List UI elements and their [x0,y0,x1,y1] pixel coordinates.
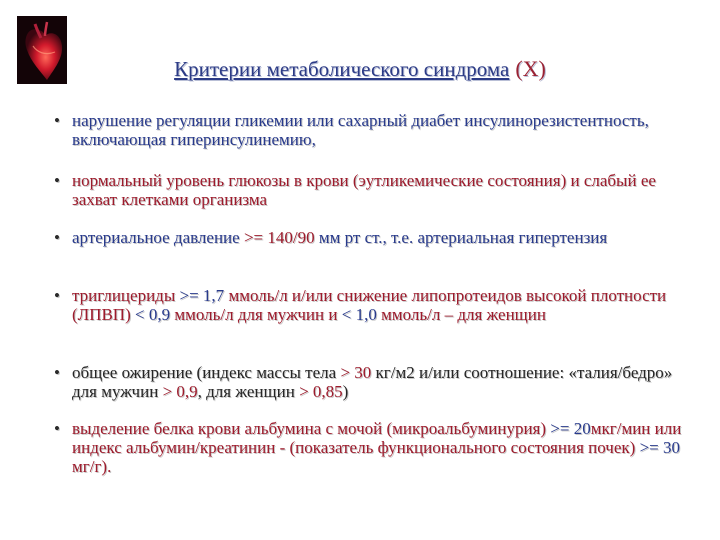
criterion-text [72,111,684,149]
criterion-segment: >= 140/90 [243,228,315,247]
criterion-text [72,286,684,324]
criterion-segment: триглицериды [72,286,180,305]
title-suffix: (Х) [515,56,546,81]
criterion-segment: кг/м2 и/или соотношение: «талия/бедро» для мужчин [72,363,673,401]
criterion-segment: нарушение регуляции гликемии или сахарный диабет инсулинорезистентность, включающая гиперинсулинемию, [72,111,649,149]
criterion-segment: >= 20 [550,419,591,438]
criterion-segment: < 1,0 [341,305,377,324]
criterion-segment: мг/г). [72,457,112,476]
criterion-glucose [54,171,684,209]
bullet: • [54,419,60,438]
criterion-pressure [54,228,684,247]
criterion-segment: выделение белка крови альбумина с мочой (микроальбуминурия) [72,419,551,438]
criterion-text [72,171,684,209]
criterion-segment: < 0,9 [135,305,171,324]
criterion-segment: > 0,9 [162,382,198,401]
criterion-segment: > 0,85 [299,382,343,401]
criterion-segment: ) [342,382,349,401]
title-text: Критерии метаболического синдрома [174,57,510,81]
bullet: • [54,111,60,130]
criterion-segment: мм рт ст., т.е. артериальная гипертензия [314,228,608,247]
criterion-segment: ммоль/л и/или снижение липопротеидов высокой плотности (ЛПВП) [72,286,667,324]
criterion-text [72,363,684,401]
bullet: • [54,228,60,247]
bullet: • [54,286,60,305]
criterion-segment: >= 1,7 [179,286,225,305]
criterion-segment: , для женщин [197,382,300,401]
criterion-segment: нормальный уровень глюкозы в крови (эутликемические состояния) и слабый ее захват клетками организма [72,171,656,209]
criterion-insulin [54,111,684,149]
criterion-segment: мкг/мин или индекс альбумин/креатинин - (показатель функционального состояния почек) [72,419,682,457]
page-title [0,56,720,82]
criterion-obesity [54,363,684,401]
criterion-segment: ммоль/л – для женщин [376,305,546,324]
criterion-segment: ммоль/л для мужчин и [170,305,342,324]
criterion-lipids [54,286,684,324]
criterion-segment: общее ожирение (индекс массы тела [72,363,341,382]
criterion-text [72,419,684,476]
criterion-albumin [54,419,684,476]
bullet: • [54,171,60,190]
criterion-text [72,228,684,247]
bullet: • [54,363,60,382]
criterion-segment: > 30 [340,363,372,382]
criterion-segment: артериальное давление [72,228,244,247]
criterion-segment: >= 30 [639,438,681,457]
